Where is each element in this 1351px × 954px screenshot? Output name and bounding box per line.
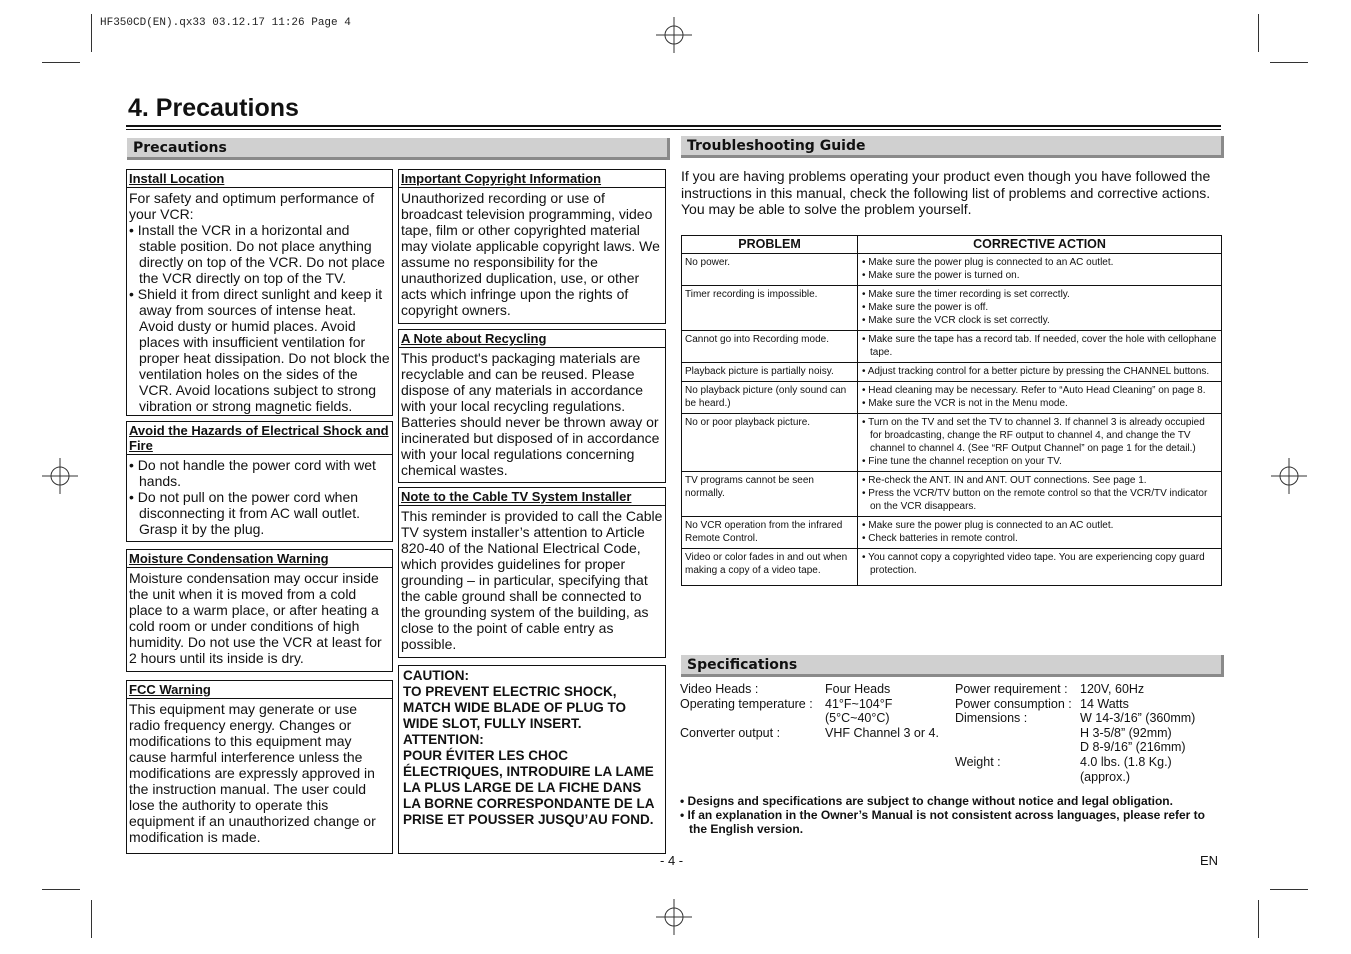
- action-cell: [858, 254, 1222, 286]
- moisture-warning-box: [126, 549, 393, 672]
- action-cell: [858, 331, 1222, 363]
- spec-label: Weight :: [955, 754, 1001, 769]
- problem-cell: Timer recording is impossible.: [682, 286, 858, 331]
- fcc-warning-title: FCC Warning: [127, 681, 392, 699]
- crop-mark: [1270, 62, 1308, 63]
- table-row: [682, 331, 1222, 363]
- fcc-warning-text: This equipment may generate or use radio frequency energy. Changes or modifications to this equipment may cause harmful interference unless the modifications are expressly approved in the instruction manual. The user could lose the authority to operate this equipment if an unauthorized change or modification is made.: [129, 701, 376, 845]
- crop-mark: [42, 62, 80, 63]
- spec-right-labels: [955, 682, 1080, 770]
- cable-installer-text: This reminder is provided to call the Cable TV system installer’s attention to Article 820-40 of the National Electrical Code, which provides guidelines for proper grounding – in particular, specifying that the cable ground shall be connected to the grounding system of the building, as close to the point of cable entry as possible.: [401, 508, 663, 652]
- problem-column-header: PROBLEM: [682, 236, 858, 254]
- install-location-title: Install Location: [127, 170, 392, 188]
- action-item: • Make sure the timer recording is set correctly.: [862, 289, 1070, 300]
- spec-label: Power requirement :: [955, 682, 1068, 696]
- install-location-bullet: • Install the VCR in a horizontal and stable position. Do not place anything directly on top of the VCR. Do not place the VCR directly on top of the TV.: [129, 222, 385, 286]
- action-cell: [858, 472, 1222, 517]
- spec-label: [955, 740, 1080, 755]
- action-item: • Head cleaning may be necessary. Refer to “Auto Head Cleaning” on page 8.: [862, 385, 1206, 396]
- spec-value: 14 Watts: [1080, 696, 1129, 711]
- action-item: • Make sure the power is off.: [862, 302, 989, 313]
- spec-note: • If an explanation in the Owner’s Manual is not consistent across languages, please refer to the English version.: [680, 808, 1205, 836]
- action-cell: [858, 363, 1222, 382]
- action-item: • Make sure the power plug is connected to an AC outlet.: [862, 257, 1114, 268]
- action-item: • Make sure the VCR clock is set correctly.: [862, 315, 1050, 326]
- caution-text: TO PREVENT ELECTRIC SHOCK, MATCH WIDE BLADE OF PLUG TO WIDE SLOT, FULLY INSERT.: [403, 684, 626, 731]
- spec-label: Power consumption :: [955, 696, 1072, 711]
- action-cell: [858, 382, 1222, 414]
- spec-note: • Designs and specifications are subject to change without notice and legal obligation.: [680, 794, 1173, 808]
- registration-mark-icon: [656, 17, 692, 53]
- caution-label: CAUTION:: [403, 668, 469, 683]
- electrical-hazards-title: Avoid the Hazards of Electrical Shock and Fire: [127, 422, 392, 455]
- cable-installer-title: Note to the Cable TV System Installer: [399, 488, 665, 506]
- spec-value: (approx.): [1080, 769, 1131, 784]
- spec-value: Four Heads: [825, 682, 891, 696]
- crop-mark: [91, 14, 92, 52]
- electrical-hazards-box: [126, 421, 393, 542]
- file-header-line: HF350CD(EN).qx33 03.12.17 11:26 Page 4: [100, 17, 351, 29]
- action-cell: [858, 517, 1222, 549]
- crop-mark: [42, 889, 80, 890]
- troubleshooting-intro: If you are having problems operating your product even though you have followed the instructions in this manual, check the following list of problems and corrective actions. You may be able to solve the problem yourself.: [681, 168, 1211, 217]
- crop-mark: [1258, 14, 1259, 52]
- troubleshooting-heading: Troubleshooting Guide: [681, 136, 1224, 158]
- action-item: • Make sure the VCR is not in the Menu mode.: [862, 398, 1068, 409]
- action-item: • Make sure the power plug is connected to an AC outlet.: [862, 520, 1114, 531]
- action-cell: [858, 549, 1222, 586]
- spec-value: 120V, 60Hz: [1080, 682, 1145, 696]
- title-rule: [126, 125, 1221, 127]
- action-item: • Adjust tracking control for a better picture by pressing the CHANNEL buttons.: [862, 366, 1210, 377]
- problem-cell: Cannot go into Recording mode.: [682, 331, 858, 363]
- copyright-box: [398, 169, 666, 324]
- problem-cell: Video or color fades in and out when making a copy of a video tape.: [682, 549, 858, 586]
- recycling-text: This product's packaging materials are recyclable and can be reused. Please dispose of any materials in accordance with your local recycling regulations. Batteries should never be thrown away or incinerated but disposed of in accordance with your local regulations concerning chemical wastes.: [401, 350, 660, 478]
- spec-label: Converter output :: [680, 725, 781, 740]
- recycling-title: A Note about Recycling: [399, 330, 665, 348]
- spec-left-labels: [680, 682, 825, 740]
- install-location-intro: For safety and optimum performance of your VCR:: [129, 190, 375, 222]
- table-row: [682, 286, 1222, 331]
- spec-right-values: [1080, 682, 1220, 784]
- crop-mark: [1258, 900, 1259, 938]
- cable-installer-box: [398, 487, 666, 658]
- action-cell: [858, 414, 1222, 472]
- registration-mark-icon: [656, 899, 692, 935]
- action-item: • Make sure the power is turned on.: [862, 270, 1020, 281]
- install-location-box: [126, 169, 393, 416]
- spec-value: H 3-5/8” (92mm): [1080, 725, 1172, 740]
- electrical-hazards-bullet: • Do not pull on the power cord when disconnecting it from AC wall outlet. Grasp it by the plug.: [129, 489, 360, 537]
- problem-cell: No playback picture (only sound can be heard.): [682, 382, 858, 414]
- precautions-heading: Precautions: [127, 138, 670, 160]
- spec-value: W 14-3/16” (360mm): [1080, 711, 1196, 726]
- table-row: [682, 363, 1222, 382]
- spec-value: (5°C~40°C): [825, 711, 890, 726]
- troubleshooting-table: [681, 235, 1222, 586]
- table-row: [682, 472, 1222, 517]
- action-item: • Press the VCR/TV button on the remote control so that the VCR/TV indicator on the VCR disappears.: [862, 488, 1208, 512]
- title-rule: [126, 129, 1221, 130]
- copyright-title: Important Copyright Information: [399, 170, 665, 188]
- electrical-hazards-bullet: • Do not handle the power cord with wet hands.: [129, 457, 376, 489]
- action-cell: [858, 286, 1222, 331]
- spec-value: 41°F~104°F: [825, 696, 893, 711]
- copyright-text: Unauthorized recording or use of broadcast television programming, video tape, film or other copyrighted material may violate applicable copyright laws. We assume no responsibility for the unauthorized duplication, use, or other acts which infringe upon the rights of copyright owners.: [401, 190, 660, 318]
- moisture-warning-text: Moisture condensation may occur inside the unit when it is moved from a cold place to a warm place, or after heating a cold room or under conditions of high humidity. Do not use the VCR at least for 2 hours until its inside is dry.: [129, 570, 382, 666]
- action-item: • Make sure the tape has a record tab. If needed, cover the hole with cellophane tape.: [862, 334, 1217, 358]
- recycling-box: [398, 329, 666, 483]
- problem-cell: No VCR operation from the infrared Remote Control.: [682, 517, 858, 549]
- crop-mark: [91, 900, 92, 938]
- table-row: [682, 382, 1222, 414]
- install-location-bullet: • Shield it from direct sunlight and keep it away from sources of intense heat. Avoid dusty or humid places. Avoid places with insufficient ventilation for proper heat dissipation. Do not block the ventilation holes on the sides of the VCR. Avoid locations subject to strong vibration or strong magnetic fields.: [129, 286, 390, 414]
- spec-value: 4.0 lbs. (1.8 Kg.): [1080, 754, 1172, 769]
- registration-mark-icon: [1271, 458, 1307, 494]
- problem-cell: Playback picture is partially noisy.: [682, 363, 858, 382]
- spec-label: Video Heads :: [680, 682, 759, 696]
- spec-label: [680, 711, 825, 726]
- fcc-warning-box: [126, 680, 393, 854]
- action-item: • Re-check the ANT. IN and ANT. OUT connections. See page 1.: [862, 475, 1147, 486]
- spec-label: Dimensions :: [955, 711, 1028, 726]
- caution-box: [398, 665, 666, 854]
- spec-left-values: [825, 682, 953, 740]
- crop-mark: [1270, 889, 1308, 890]
- specifications-heading: Specifications: [681, 655, 1224, 677]
- language-label: EN: [1200, 853, 1219, 868]
- problem-cell: TV programs cannot be seen normally.: [682, 472, 858, 517]
- registration-mark-icon: [42, 458, 78, 494]
- action-item: • You cannot copy a copyrighted video tape. You are experiencing copy guard protection.: [862, 552, 1205, 576]
- spec-label: [955, 726, 1080, 741]
- spec-value: VHF Channel 3 or 4.: [825, 725, 939, 740]
- spec-label: Operating temperature :: [680, 696, 813, 711]
- action-column-header: CORRECTIVE ACTION: [858, 236, 1222, 254]
- moisture-warning-title: Moisture Condensation Warning: [127, 550, 392, 568]
- attention-text: POUR ÉVITER LES CHOC ÉLECTRIQUES, INTRODUIRE LA LAME LA PLUS LARGE DE LA FICHE DANS LA BORNE CORRESPONDANTE DE LA PRISE ET POUSSER JUSQU’AU FOND.: [403, 748, 655, 827]
- action-item: • Check batteries in remote control.: [862, 533, 1018, 544]
- table-row: [682, 254, 1222, 286]
- table-row: [682, 414, 1222, 472]
- action-item: • Turn on the TV and set the TV to channel 3. If channel 3 is already occupied for broadcasting, change the RF output to channel 4, and change the TV channel to channel 4. (See “RF Output Channel” on page 1 for the detail.): [862, 417, 1205, 454]
- spec-value: D 8-9/16” (216mm): [1080, 740, 1186, 755]
- table-row: [682, 549, 1222, 586]
- page-number: - 4 -: [660, 853, 684, 868]
- problem-cell: No power.: [682, 254, 858, 286]
- specification-notes: [680, 794, 1225, 836]
- attention-label: ATTENTION:: [403, 732, 484, 747]
- problem-cell: No or poor playback picture.: [682, 414, 858, 472]
- page-title: 4. Precautions: [128, 94, 299, 122]
- action-item: • Fine tune the channel reception on your TV.: [862, 456, 1062, 467]
- table-row: [682, 517, 1222, 549]
